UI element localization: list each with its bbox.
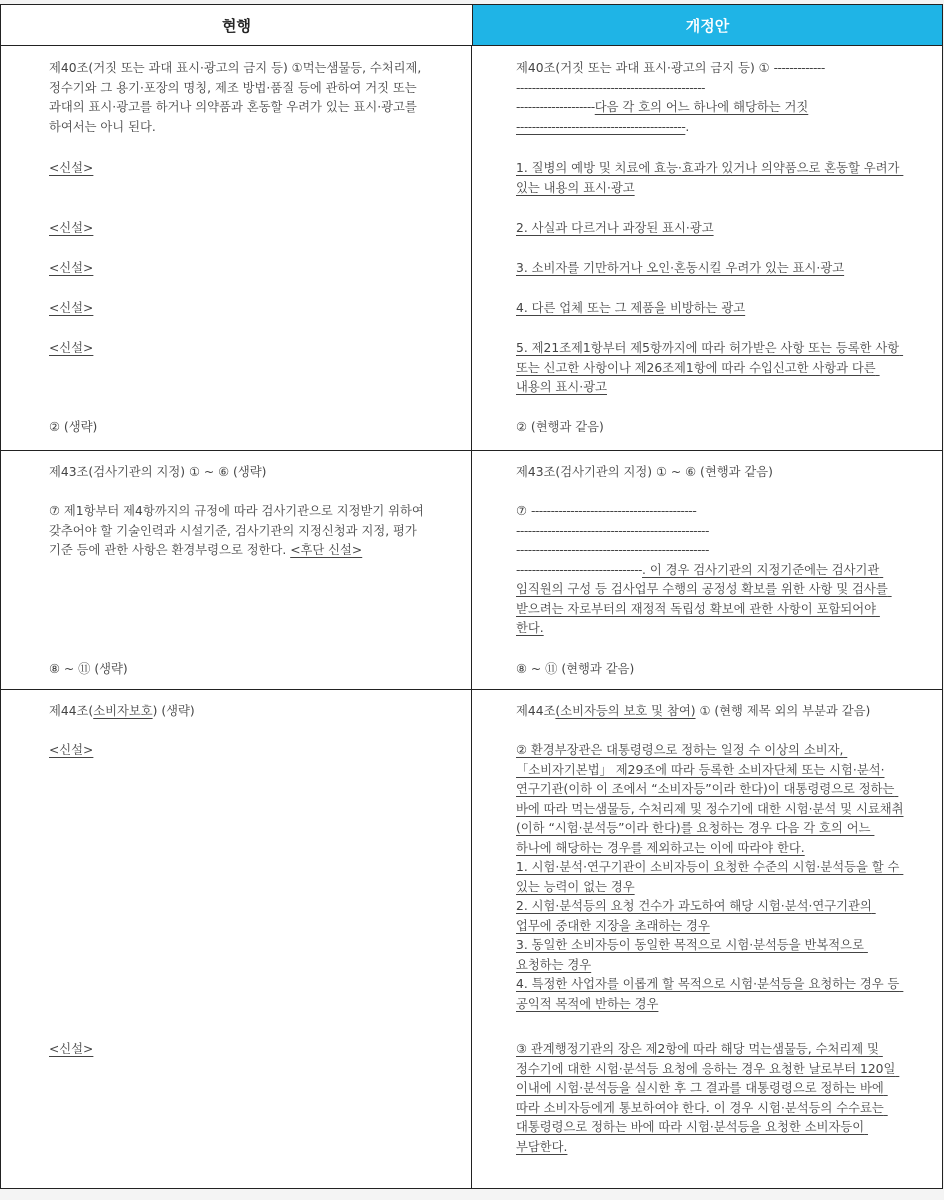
paragraph-2-item-3: 3. 동일한 소비자등이 동일한 목적으로 시험·분석등을 반복적으로 요청하는 경우 [516,938,868,972]
new-marker: <신설> [49,261,94,275]
article-40-current-paragraph-1: 제40조(거짓 또는 과대 표시·광고의 금지 등) ①먹는샘물등, 수처리제, 정수기와 그 용기·포장의 명칭, 제조 방법·품질 등에 관하여 거짓 또는 과대의 표시·광고를 하거나 의약품과 혼동할 우려가 있는 표시·광고를 하여서는 아니 된다. [49,61,426,134]
article-40-item-1: 1. 질병의 예방 및 치료에 효능·효과가 있거나 의약품으로 혼동할 우려가 있는 내용의 표시·광고 [516,161,904,195]
new-marker: <신설> [49,301,94,315]
article-44-current [1,690,472,1189]
unchanged-dashes: -------------------- [516,100,595,114]
article-40-revised-text: 제40조(거짓 또는 과대 표시·광고의 금지 등) ① [516,61,774,75]
new-marker: <신설> [49,161,94,175]
article-title: 소비자보호 [93,704,153,718]
article-40-item-3: 3. 소비자를 기만하거나 오인·혼동시킬 우려가 있는 표시·광고 [516,261,845,275]
article-44-revised-paragraph-3: ③ 관계행정기관의 장은 제2항에 따라 해당 먹는샘물등, 수처리제 및 정수기에 대한 시험·분석등 요청에 응하는 경우 요청한 날로부터 120일 이내에 시험·분석등을 실시한 후 그 결과를 대통령령으로 정하는 바에 따라 소비자등에게 통보하여야 한다. 이 경우 시험·분석등의 수수료는 대통령령으로 정하는 바에 따라 시험·분석등을 요청한 소비자등이 부담한다. [516,1042,900,1154]
article-40-item-5: 5. 제21조제1항부터 제5항까지에 따라 허가받은 사항 또는 등록한 사항 또는 신고한 사항이나 제26조제1항에 따라 수입신고한 사항과 다른 내용의 표시·광고 [516,341,904,394]
article-40-current-paragraph-2: ② (생략) [49,420,98,434]
article-43-revised-paragraph-8: ⑧ ~ ⑪ (현행과 같음) [516,662,635,676]
article-43-revised-paragraph-7 [516,502,906,639]
sentence-end: . [685,119,690,134]
article-40-item-2: 2. 사실과 다르거나 과장된 표시·광고 [516,221,714,235]
header-revised: 개정안 [473,5,942,45]
article-43-current-paragraph-7 [49,502,444,561]
new-marker: <신설> [49,743,94,757]
unchanged-dashes: ------------- [773,61,825,75]
new-marker: <후단 신설> [290,543,363,557]
article-40-item-4: 4. 다른 업체 또는 그 제품을 비방하는 광고 [516,301,746,315]
unchanged-dashes: ------------------------------------------------- [516,543,709,557]
paragraph-2-item-4: 4. 특정한 사업자를 이롭게 할 목적으로 시험·분석등을 요청하는 경우 등 공익적 목적에 반하는 경우 [516,977,904,1011]
article-40-revised-paragraph-1 [516,59,906,137]
article-43-revised [472,451,942,689]
article-40-current [1,46,472,450]
article-44-revised [472,690,942,1189]
new-marker: <신설> [49,221,94,235]
article-title: (소비자등의 보호 및 참여) [555,704,696,718]
article-note: ) (생략) [152,704,195,718]
amended-text: 다음 각 호의 어느 하나에 해당하는 거짓 [594,100,809,114]
article-number: 제44조 [516,704,556,718]
table-header [1,5,942,46]
article-43-current-paragraph-1: 제43조(검사기관의 지정) ① ~ ⑥ (생략) [49,465,267,479]
header-current: 현행 [1,5,473,45]
unchanged-dashes: -------------------------------- [516,562,642,577]
article-43-row [1,451,942,690]
article-note: ① (현행 제목 외의 부분과 같음) [695,704,871,718]
article-40-row [1,46,942,451]
unchanged-dashes: ------------------------------------------------- [516,523,709,538]
new-marker: <신설> [49,341,94,355]
article-43-current [1,451,472,689]
article-number: 제44조( [49,704,94,718]
amended-text: . 이 경우 검사기관의 지정기준에는 검사기관 임직원의 구성 등 검사업무 수행의 공정성 확보를 위한 사항 및 검사를 받으려는 자로부터의 재정적 독립성 확보에 관한 사항이 포함되어야 한다. [516,562,892,635]
article-44-revised-paragraph-1 [516,702,906,722]
paragraph-7-text: ⑦ 제1항부터 제4항까지의 규정에 따라 검사기관으로 지정받기 위하여 갖추어야 할 기술인력과 시설기준, 검사기관의 지정신청과 지정, 평가 기준 등에 관한 사항은 환경부령으로 정한다. [49,504,428,557]
unchanged-dashes: ------------------------------------------ [530,504,697,518]
article-44-row [1,690,942,1189]
paragraph-2-body: ② 환경부장관은 대통령령으로 정하는 일정 수 이상의 소비자, 「소비자기본법」 제29조에 따라 등록한 소비자단체 또는 시험·분석·연구기관(이하 이 조에서 “소비자등”이라 한다)이 대통령령으로 정하는 바에 따라 먹는샘물등, 수처리제 및 정수기에 대한 시험·분석 및 시료채취(이하 “시험·분석등”이라 한다)를 요청하는 경우 다음 각 호의 어느 하나에 해당하는 경우를 제외하고는 이에 따라야 한다. [516,743,904,855]
article-40-revised [472,46,942,450]
paragraph-2-item-1: 1. 시험·분석·연구기관이 소비자등이 요청한 수준의 시험·분석등을 할 수 있는 능력이 없는 경우 [516,860,904,894]
article-40-revised-paragraph-2: ② (현행과 같음) [516,420,604,434]
article-44-current-paragraph-1 [49,702,444,722]
comparison-table [0,4,943,1189]
unchanged-dashes: ------------------------------------------------ [516,80,705,95]
unchanged-dashes: ------------------------------------------- [516,119,686,134]
article-44-revised-paragraph-2 [516,741,906,1014]
new-marker: <신설> [49,1042,94,1056]
article-43-current-paragraph-8: ⑧ ~ ⑪ (생략) [49,662,128,676]
article-43-revised-paragraph-1: 제43조(검사기관의 지정) ① ~ ⑥ (현행과 같음) [516,465,773,479]
paragraph-mark: ⑦ [516,504,531,518]
paragraph-2-item-2: 2. 시험·분석등의 요청 건수가 과도하여 해당 시험·분석·연구기관의 업무에 중대한 지장을 초래하는 경우 [516,899,876,933]
